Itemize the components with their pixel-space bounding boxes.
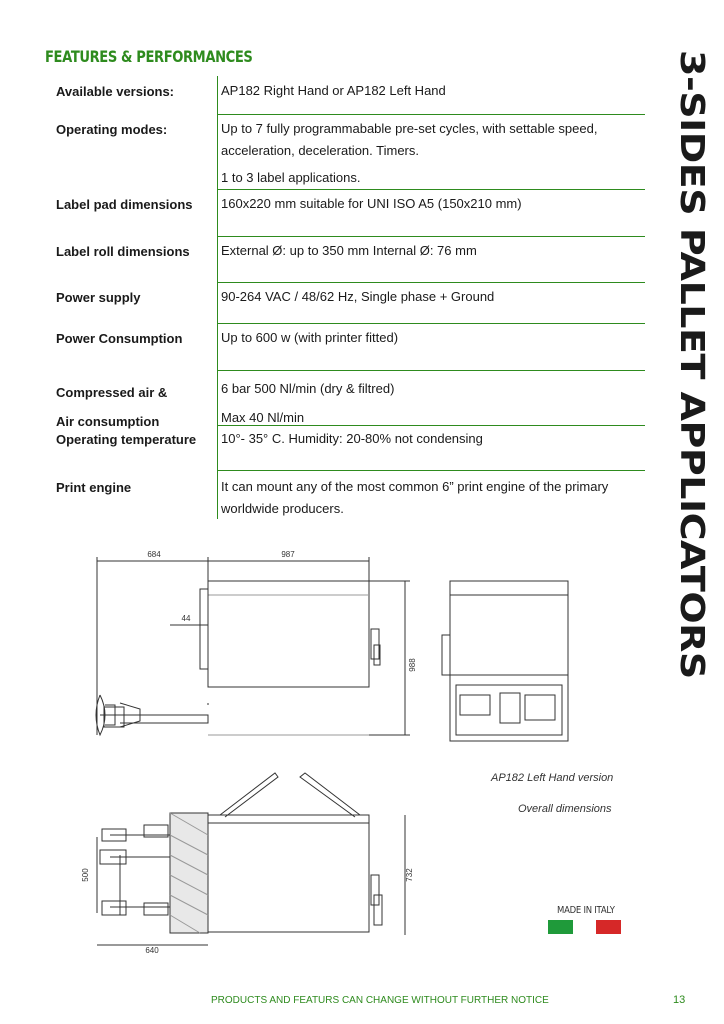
row-divider (218, 189, 645, 190)
row-divider (218, 236, 645, 237)
spec-value: It can mount any of the most common 6” print engine of the primary worldwide producers. (221, 479, 609, 516)
dimension-label: 988 (408, 658, 417, 672)
row-divider (218, 425, 645, 426)
spec-value: 6 bar 500 Nl/min (dry & filtred) Max 40 Nl/min (221, 381, 395, 425)
footer-notice: PRODUCTS AND FEATURS CAN CHANGE WITHOUT FURTHER NOTICE (211, 995, 549, 1006)
spec-label: Operating temperature (56, 432, 197, 447)
row-divider (218, 470, 645, 471)
flag-red-icon (596, 920, 621, 934)
page-number: 13 (673, 994, 686, 1006)
section-title: FEATURES & PERFORMANCES (45, 47, 253, 66)
spec-value: Up to 7 fully programmabable pre-set cycles, with settable speed, acceleration, deceleration. Timers. 1 to 3 label applications. (221, 121, 598, 185)
dimension-label: 732 (405, 868, 414, 882)
row-divider (218, 282, 645, 283)
table-vertical-divider (217, 76, 218, 519)
spec-value: 10°- 35° C. Humidity: 20-80% not condensing (221, 431, 483, 446)
caption-version: AP182 Left Hand version (491, 772, 614, 784)
dimension-label: 684 (147, 550, 161, 559)
spec-label: Power Consumption (56, 331, 183, 346)
spec-label: Print engine (56, 480, 132, 495)
spec-value: AP182 Right Hand or AP182 Left Hand (221, 83, 446, 98)
flag-green-icon (548, 920, 573, 934)
spec-label: Compressed air & Air consumption (56, 385, 168, 429)
row-divider (218, 370, 645, 371)
technical-drawing (60, 545, 660, 955)
row-divider (218, 323, 645, 324)
spec-label: Label pad dimensions (56, 197, 193, 212)
spec-value: External Ø: up to 350 mm Internal Ø: 76 mm (221, 243, 477, 258)
spec-value: Up to 600 w (with printer fitted) (221, 330, 399, 345)
dimension-label: 987 (281, 550, 295, 559)
spec-label: Available versions: (56, 84, 175, 99)
side-title (664, 50, 722, 679)
row-divider (218, 114, 645, 115)
spec-value: 160x220 mm suitable for UNI ISO A5 (150x210 mm) (221, 196, 522, 211)
spec-label: Operating modes: (56, 122, 168, 137)
spec-label: Power supply (56, 290, 141, 305)
spec-value: 90-264 VAC / 48/62 Hz, Single phase + Ground (221, 289, 495, 304)
dimension-label: 640 (145, 946, 159, 955)
dimension-label: 44 (181, 614, 191, 623)
made-in-italy-label: MADE IN ITALY (557, 905, 615, 916)
side-title-text: 3-SIDES PALLET APPLICATORS (673, 50, 711, 679)
caption-overall: Overall dimensions (518, 803, 612, 815)
spec-label: Label roll dimensions (56, 244, 190, 259)
dimension-label: 500 (81, 868, 90, 882)
